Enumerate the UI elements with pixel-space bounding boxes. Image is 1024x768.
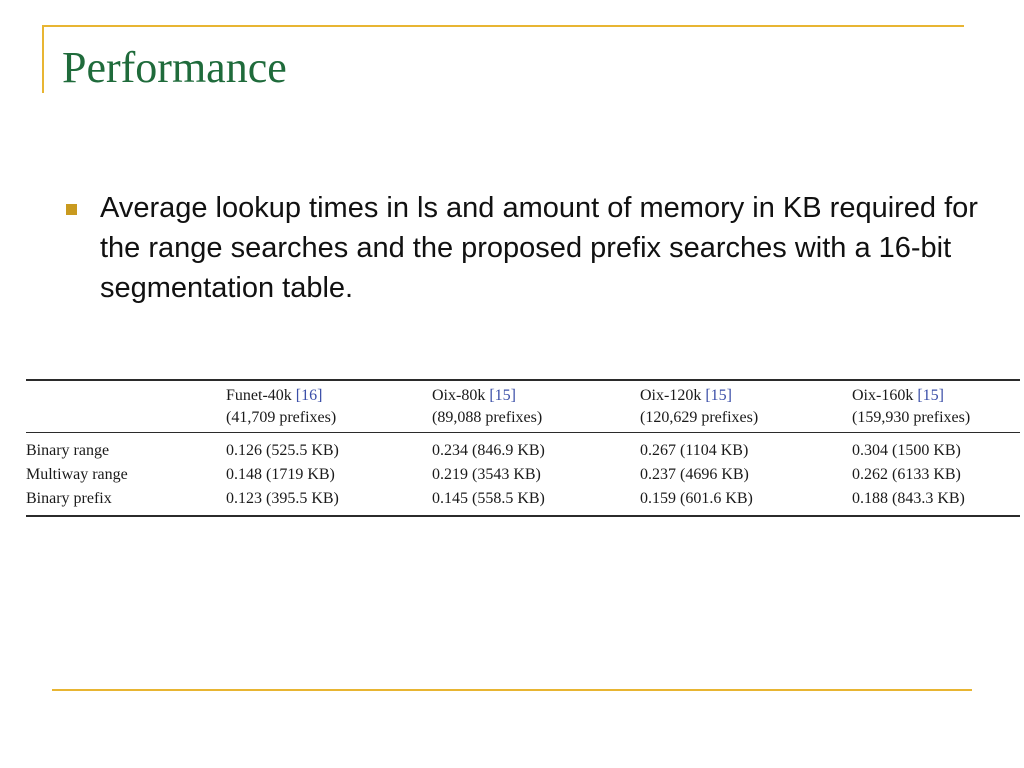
dataset-name: Oix-80k: [432, 387, 486, 404]
table-cell: 0.262 (6133 KB): [852, 466, 961, 483]
row-label: Multiway range: [26, 466, 128, 483]
table-cell: 0.219 (3543 KB): [432, 466, 541, 483]
row-label: Binary prefix: [26, 490, 112, 507]
table-cell: 0.237 (4696 KB): [640, 466, 749, 483]
header-cell: [852, 381, 1020, 432]
prefix-count: (159,930 prefixes): [852, 409, 971, 426]
table-cell: 0.304 (1500 KB): [852, 442, 961, 459]
row-label: Binary range: [26, 442, 110, 459]
table-cell: 0.148 (1719 KB): [226, 466, 335, 483]
table-row: [26, 487, 1020, 515]
citation-link[interactable]: [15]: [489, 387, 516, 404]
table-cell: 0.267 (1104 KB): [640, 442, 749, 459]
header-cell: [432, 381, 640, 432]
dataset-name: Oix-120k: [640, 387, 702, 404]
citation-link[interactable]: [15]: [917, 387, 944, 404]
prefix-count: (89,088 prefixes): [432, 409, 543, 426]
square-bullet-icon: [66, 204, 77, 215]
table-header-row: [26, 381, 1020, 432]
citation-link[interactable]: [16]: [295, 387, 323, 404]
header-cell: [226, 381, 432, 432]
header-cell: [640, 381, 852, 432]
frame-left-line: [42, 25, 44, 93]
prefix-count: (41,709 prefixes): [226, 409, 337, 426]
slide-title: Performance: [62, 43, 287, 92]
results-table: [26, 379, 1020, 517]
prefix-count: (120,629 prefixes): [640, 409, 759, 426]
table-row: [26, 463, 1020, 487]
table-cell: 0.126 (525.5 KB): [226, 442, 339, 459]
table-cell: 0.234 (846.9 KB): [432, 442, 545, 459]
citation-link[interactable]: [15]: [705, 387, 732, 404]
table-bottom-rule: [26, 515, 1020, 517]
bullet-text: Average lookup times in ls and amount of memory in KB required for the range searches and the proposed prefix searches with a 16-bit segmentation table.: [100, 192, 978, 304]
table-cell: 0.123 (395.5 KB): [226, 490, 339, 507]
frame-bottom-line: [52, 689, 972, 691]
table-row: [26, 433, 1020, 463]
frame-top-line: [42, 25, 964, 27]
table-cell: 0.145 (558.5 KB): [432, 490, 545, 507]
header-empty-cell: [26, 381, 226, 432]
table-cell: 0.188 (843.3 KB): [852, 490, 965, 507]
dataset-name: Oix-160k: [852, 387, 914, 404]
table-cell: 0.159 (601.6 KB): [640, 490, 753, 507]
dataset-name: Funet-40k: [226, 387, 292, 404]
